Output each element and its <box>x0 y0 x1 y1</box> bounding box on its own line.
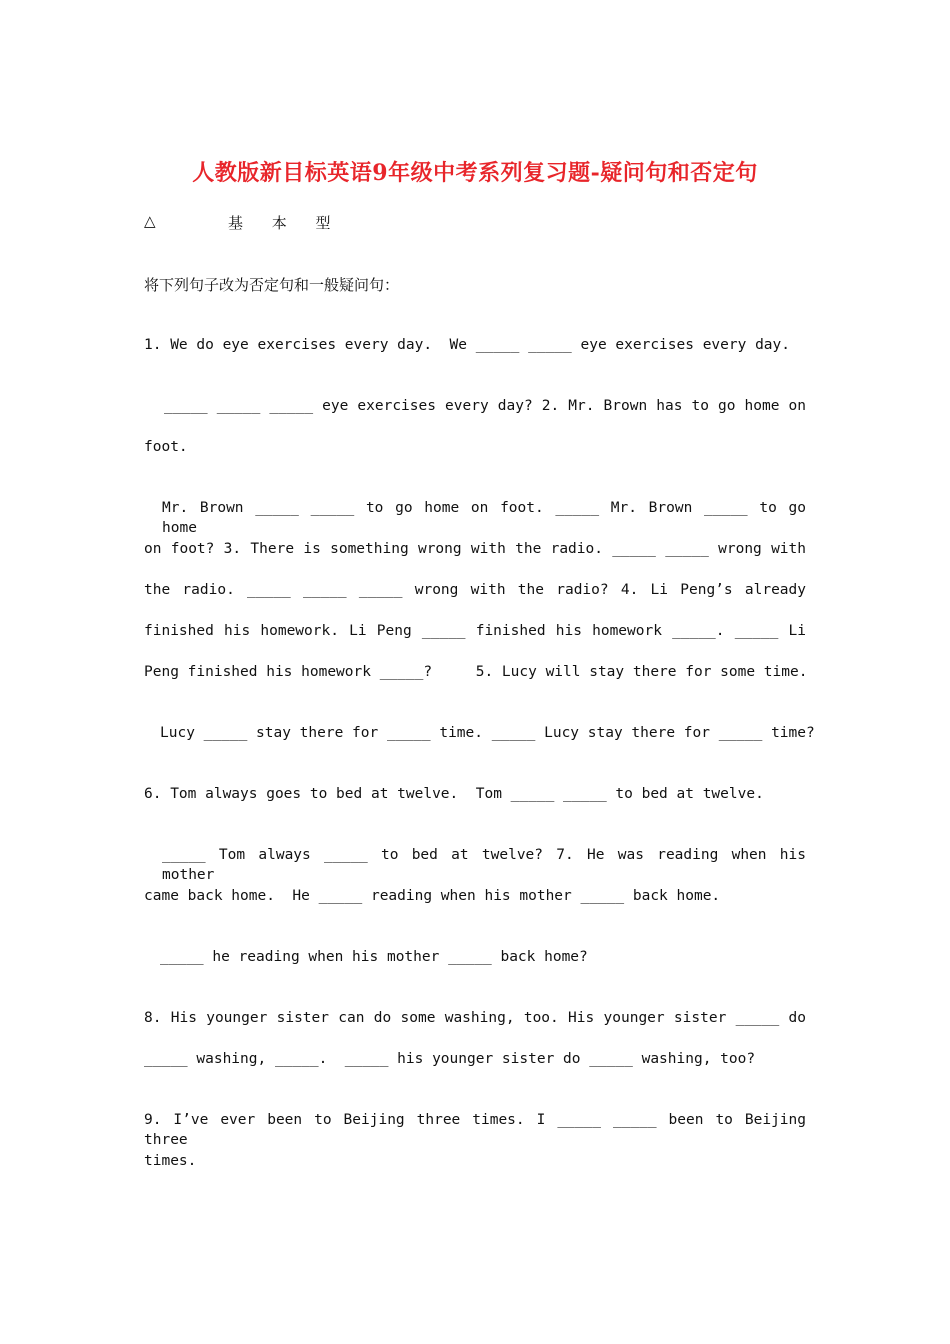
exercise-line: finished his homework. Li Peng _____ finished his homework _____. _____ Li <box>144 623 806 639</box>
exercise-line: Lucy _____ stay there for _____ time. _____ Lucy stay there for _____ time? <box>160 725 815 741</box>
exercise-line: _____ washing, _____. _____ his younger sister do _____ washing, too? <box>144 1051 756 1067</box>
instruction-text: 将下列句子改为否定句和一般疑问句： <box>144 276 400 294</box>
exercise-line: 8. His younger sister can do some washing, too. His younger sister _____ do <box>144 1010 806 1026</box>
exercise-line: 6. Tom always goes to bed at twelve. Tom _____ _____ to bed at twelve. <box>144 786 764 802</box>
exercise-line: times. <box>144 1153 197 1169</box>
exercise-line: on foot? 3. There is something wrong with the radio. _____ _____ wrong with <box>144 541 806 557</box>
exercise-line: 1. We do eye exercises every day. We _____ _____ eye exercises every day. <box>144 337 791 353</box>
exercise-line: _____ _____ _____ eye exercises every day? 2. Mr. Brown has to go home on <box>164 398 806 414</box>
exercise-line: foot. <box>144 439 188 455</box>
exercise-line: _____ he reading when his mother _____ back home? <box>160 949 588 965</box>
exercise-line: Mr. Brown _____ _____ to go home on foot. _____ Mr. Brown _____ to go home <box>162 500 806 536</box>
exercise-line: Peng finished his homework _____? 5. Lucy will stay there for some time. <box>144 664 808 680</box>
exercise-line: the radio. _____ _____ _____ wrong with the radio? 4. Li Peng’s already <box>144 582 806 598</box>
document-title: 人教版新目标英语9年级中考系列复习题-疑问句和否定句 <box>192 160 758 186</box>
exercise-line: _____ Tom always _____ to bed at twelve? 7. He was reading when his mother <box>162 847 806 883</box>
triangle-icon: △ <box>144 212 156 230</box>
exercise-line: came back home. He _____ reading when his mother _____ back home. <box>144 888 721 904</box>
exercise-line: 9. I’ve ever been to Beijing three times. I _____ _____ been to Beijing three <box>144 1112 806 1148</box>
section-type-label: 基 本 型 <box>228 214 343 232</box>
